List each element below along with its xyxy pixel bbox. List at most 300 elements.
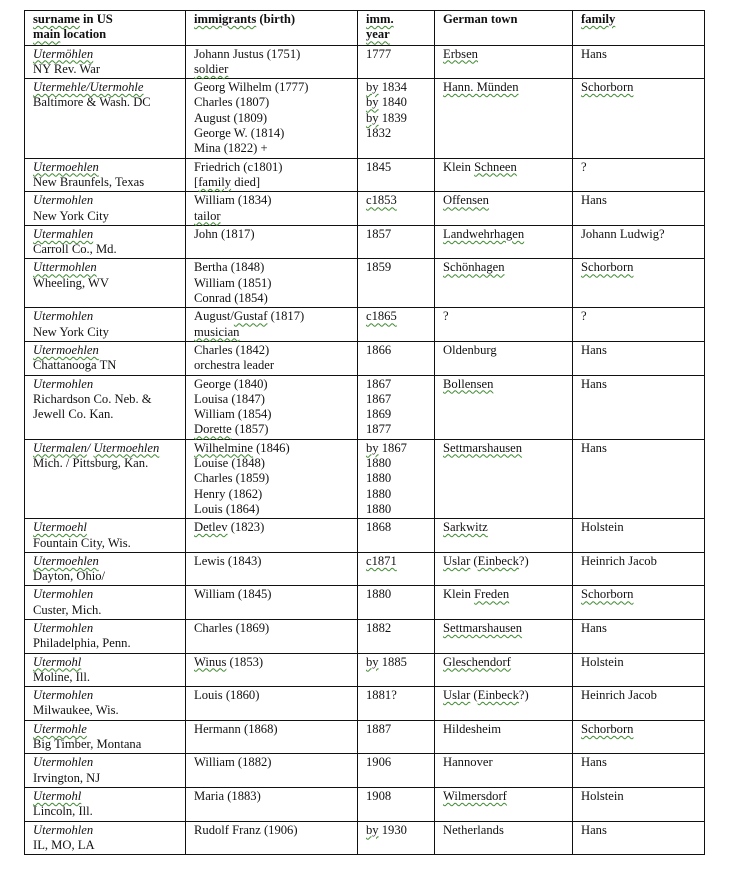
german-town [443, 160, 566, 175]
header-immigrants-label [194, 12, 351, 27]
table-row [25, 225, 705, 259]
family-cell [573, 79, 705, 158]
text-segment: 1880 [366, 587, 392, 602]
text-segment: Mina (1822) + [194, 141, 268, 156]
text-segment: Henry (1862) [194, 486, 263, 501]
family [581, 193, 698, 208]
table-row [25, 821, 705, 855]
header-town-label [443, 12, 566, 27]
text-segment: Hans [581, 822, 607, 837]
text-segment: Louis (1860) [194, 688, 260, 703]
table-row [25, 341, 705, 375]
text-segment: Gleschendorf [443, 654, 511, 669]
german-town-cell [435, 653, 573, 687]
immigrant-line [194, 111, 351, 126]
text-segment: Lincoln, Ill. [33, 804, 93, 819]
year-cell [358, 787, 435, 821]
year-cell [358, 653, 435, 687]
family [581, 343, 698, 358]
immigrants-cell [186, 192, 358, 226]
text-segment: 1840 [378, 95, 407, 110]
text-segment: Charles (1859) [194, 471, 270, 486]
immigrants-cell [186, 439, 358, 518]
text-segment: Hildesheim [443, 721, 502, 736]
family-cell [573, 45, 705, 79]
location [33, 536, 179, 551]
surname [33, 688, 179, 703]
surname-cell [25, 45, 186, 79]
text-segment: Utermohlen [33, 755, 94, 770]
text-segment: ? [581, 159, 587, 174]
header-german-town [435, 11, 573, 46]
family-cell [573, 821, 705, 855]
text-segment: Utermohlen [33, 193, 94, 208]
text-segment: Hans [581, 46, 607, 61]
surname [33, 722, 179, 737]
family [581, 260, 698, 275]
text-segment: location [60, 27, 107, 42]
table-row [25, 519, 705, 553]
text-segment: 1930 [378, 822, 407, 837]
text-segment: 1777 [366, 46, 392, 61]
immigration-year [366, 456, 428, 471]
header-location [33, 27, 179, 42]
surname [33, 520, 179, 535]
text-segment: Hans [581, 193, 607, 208]
text-segment: 1857 [366, 226, 392, 241]
immigration-year [366, 655, 428, 670]
german-town-cell [435, 259, 573, 308]
surname [33, 193, 179, 208]
text-segment: (1857) [231, 422, 269, 437]
immigrant-line [194, 655, 351, 670]
text-segment: Wilmersdorf [443, 788, 507, 803]
header-family [573, 11, 705, 46]
year-cell [358, 439, 435, 518]
text-segment: 1906 [366, 755, 392, 770]
location [33, 569, 179, 584]
text-segment: (birth) [256, 12, 296, 26]
text-segment: Utermohle [33, 721, 87, 736]
text-segment: Mich. / Pittsburg, Kan. [33, 456, 149, 471]
text-segment: New York City [33, 208, 109, 223]
family [581, 160, 698, 175]
immigration-year [366, 471, 428, 486]
german-town [443, 377, 566, 392]
surname-cell [25, 687, 186, 721]
family [581, 80, 698, 95]
text-segment: Philadelphia, Penn. [33, 636, 131, 651]
text-segment: Hans [581, 342, 607, 357]
german-town-cell [435, 341, 573, 375]
text-segment: Custer, Mich. [33, 602, 102, 617]
text-segment: Offensen [443, 193, 489, 208]
text-segment: (1846) [252, 440, 290, 455]
family-cell [573, 619, 705, 653]
surname-cell [25, 308, 186, 342]
header-surname-location [25, 11, 186, 46]
text-segment: main [33, 27, 61, 42]
immigrant-line [194, 291, 351, 306]
text-segment: (1823) [227, 520, 265, 535]
immigrant-line [194, 722, 351, 737]
text-segment: Wheeling, WV [33, 275, 110, 290]
text-segment: by [366, 95, 379, 110]
text-segment: George W. (1814) [194, 126, 285, 141]
text-segment: Utermohlen [33, 309, 94, 324]
location [33, 603, 179, 618]
table-row [25, 619, 705, 653]
location [33, 358, 179, 373]
surname-cell [25, 754, 186, 788]
german-town [443, 587, 566, 602]
immigrant-line [194, 823, 351, 838]
text-segment: George (1840) [194, 376, 268, 391]
immigrant-line [194, 309, 351, 324]
year-cell [358, 308, 435, 342]
immigration-year [366, 422, 428, 437]
surname-cell [25, 439, 186, 518]
header-imm-label [366, 12, 428, 27]
immigrant-line [194, 209, 351, 224]
text-segment: Hannover [443, 755, 493, 770]
text-segment: c1871 [366, 553, 397, 568]
family [581, 227, 698, 242]
family-cell [573, 341, 705, 375]
text-segment: family [198, 174, 232, 189]
text-segment: Utermehle/Utermohle [33, 80, 144, 95]
german-town-cell [435, 519, 573, 553]
year-cell [358, 720, 435, 754]
text-segment: Richardson Co. Neb. & [33, 391, 152, 406]
text-segment: c1853 [366, 193, 397, 208]
location [33, 95, 179, 110]
table-row [25, 192, 705, 226]
text-segment: Schorborn [581, 260, 634, 275]
table-row [25, 158, 705, 192]
text-segment: August (1809) [194, 110, 268, 125]
immigrants-cell [186, 375, 358, 439]
immigrants-cell [186, 519, 358, 553]
text-segment: 1867 [378, 440, 407, 455]
family [581, 309, 698, 324]
text-segment: Hans [581, 440, 607, 455]
family [581, 47, 698, 62]
text-segment: died] [231, 174, 261, 189]
german-town [443, 655, 566, 670]
text-segment: Charles (1842) [194, 342, 270, 357]
family [581, 755, 698, 770]
immigrants-cell [186, 653, 358, 687]
text-segment: Fountain City, Wis. [33, 535, 131, 550]
text-segment: Hans [581, 620, 607, 635]
family [581, 823, 698, 838]
surname [33, 47, 179, 62]
immigration-year [366, 621, 428, 636]
text-segment: Utermohlen [33, 587, 94, 602]
immigration-year [366, 502, 428, 517]
immigrant-line [194, 422, 351, 437]
family-cell [573, 158, 705, 192]
header-immigrants [186, 11, 358, 46]
year-cell [358, 45, 435, 79]
family-cell [573, 259, 705, 308]
text-segment: 1880 [366, 486, 392, 501]
immigrants-cell [186, 821, 358, 855]
location [33, 407, 179, 422]
surname [33, 227, 179, 242]
text-segment: / [86, 440, 94, 455]
immigrants-cell [186, 552, 358, 586]
surname-cell [25, 586, 186, 620]
text-segment: 1832 [366, 126, 392, 141]
family [581, 587, 698, 602]
text-segment: Hans [581, 755, 607, 770]
german-town [443, 789, 566, 804]
text-segment: Bollensen [443, 376, 494, 391]
german-town [443, 554, 566, 569]
family-cell [573, 225, 705, 259]
immigrant-line [194, 160, 351, 175]
location [33, 209, 179, 224]
family-cell [573, 653, 705, 687]
text-segment: by [366, 822, 379, 837]
surname-cell [25, 519, 186, 553]
text-segment: Louise (1848) [194, 456, 265, 471]
german-town-cell [435, 158, 573, 192]
location [33, 838, 179, 853]
surname-cell [25, 619, 186, 653]
text-segment: Baltimore & Wash. DC [33, 95, 151, 110]
text-segment: Heinrich Jacob [581, 553, 657, 568]
text-segment: August/ [194, 309, 234, 324]
text-segment: Klein [443, 587, 475, 602]
text-segment: 1885 [378, 654, 407, 669]
table-row [25, 439, 705, 518]
immigrant-line [194, 621, 351, 636]
surname-cell [25, 821, 186, 855]
immigrant-line [194, 392, 351, 407]
immigrants-cell [186, 754, 358, 788]
family-cell [573, 519, 705, 553]
immigration-year [366, 227, 428, 242]
text-segment: 1880 [366, 501, 392, 516]
text-segment: year [366, 27, 390, 42]
surname [33, 160, 179, 175]
family [581, 789, 698, 804]
text-segment: ? [443, 309, 449, 324]
text-segment: Holstein [581, 654, 624, 669]
immigrant-line [194, 141, 351, 156]
german-town [443, 441, 566, 456]
location [33, 636, 179, 651]
table-body [25, 45, 705, 855]
immigrant-line [194, 587, 351, 602]
location [33, 392, 179, 407]
immigration-year [366, 392, 428, 407]
text-segment: Schorborn [581, 721, 634, 736]
text-segment: Utermohl [33, 788, 82, 803]
text-segment: Charles (1807) [194, 95, 270, 110]
text-segment: Uslar [443, 553, 471, 568]
text-segment: Utermahlen [33, 226, 94, 241]
location [33, 456, 179, 471]
immigration-year [366, 407, 428, 422]
immigrants-table [24, 10, 705, 855]
text-segment: Friedrich (c1801) [194, 159, 283, 174]
immigration-year [366, 441, 428, 456]
immigrant-line [194, 80, 351, 95]
immigrant-line [194, 407, 351, 422]
year-cell [358, 259, 435, 308]
surname [33, 377, 179, 392]
text-segment: 1881? [366, 688, 397, 703]
immigrant-line [194, 276, 351, 291]
text-segment: by [366, 80, 379, 95]
header-year-label [366, 27, 428, 42]
surname-cell [25, 653, 186, 687]
immigrants-cell [186, 341, 358, 375]
text-segment: William (1882) [194, 755, 272, 770]
year-cell [358, 619, 435, 653]
text-segment: by [366, 110, 379, 125]
year-cell [358, 375, 435, 439]
immigrant-line [194, 260, 351, 275]
text-segment: Big Timber, Montana [33, 737, 142, 752]
text-segment: German town [443, 12, 518, 26]
text-segment: Utermoehlen [33, 159, 99, 174]
location [33, 804, 179, 819]
text-segment: Schorborn [581, 587, 634, 602]
text-segment: 1867 [366, 391, 392, 406]
german-town-cell [435, 586, 573, 620]
text-segment: Maria (1883) [194, 788, 261, 803]
surname [33, 587, 179, 602]
german-town-cell [435, 754, 573, 788]
family-cell [573, 439, 705, 518]
text-segment: Carroll Co., Md. [33, 242, 117, 257]
text-segment: Erbsen [443, 46, 478, 61]
text-segment: musician [194, 324, 240, 339]
text-segment: Schneen [474, 159, 517, 174]
immigrant-line [194, 688, 351, 703]
german-town-cell [435, 308, 573, 342]
text-segment: Utermalen [33, 440, 87, 455]
year-cell [358, 79, 435, 158]
surname [33, 309, 179, 324]
location [33, 175, 179, 190]
immigration-year [366, 587, 428, 602]
surname-cell [25, 79, 186, 158]
immigrant-line [194, 193, 351, 208]
surname-cell [25, 552, 186, 586]
immigrant-line [194, 502, 351, 517]
text-segment: Uslar [443, 688, 471, 703]
location [33, 62, 179, 77]
text-segment: 1877 [366, 422, 392, 437]
text-segment: Holstein [581, 788, 624, 803]
german-town [443, 309, 566, 324]
german-town-cell [435, 439, 573, 518]
family [581, 621, 698, 636]
text-segment: 1880 [366, 471, 392, 486]
immigration-year [366, 309, 428, 324]
header-surname [33, 12, 179, 27]
family-cell [573, 687, 705, 721]
immigrant-line [194, 441, 351, 456]
immigrant-line [194, 520, 351, 535]
immigration-year [366, 487, 428, 502]
text-segment: IL, MO, LA [33, 837, 95, 852]
text-segment: Uttermohlen [33, 260, 97, 275]
text-segment: New Braunfels, Texas [33, 174, 145, 189]
family [581, 377, 698, 392]
text-segment: Utermohlen [33, 376, 94, 391]
immigration-year [366, 126, 428, 141]
year-cell [358, 754, 435, 788]
family-cell [573, 552, 705, 586]
immigrant-line [194, 62, 351, 77]
text-segment: Landwehrhagen [443, 226, 525, 241]
surname [33, 621, 179, 636]
text-segment: John (1817) [194, 226, 255, 241]
german-town-cell [435, 45, 573, 79]
text-segment: William (1845) [194, 587, 272, 602]
location [33, 737, 179, 752]
immigrant-line [194, 755, 351, 770]
text-segment: 1845 [366, 159, 392, 174]
text-segment: Gustaf [233, 309, 268, 324]
text-segment: 1908 [366, 788, 392, 803]
immigrant-line [194, 175, 351, 190]
text-segment: ( [470, 688, 478, 703]
text-segment: Utermohl [33, 654, 82, 669]
text-segment: imm. [366, 12, 394, 26]
text-segment: Utermohlen [33, 822, 94, 837]
text-segment: Holstein [581, 520, 624, 535]
text-segment: Wilhelmine [194, 440, 253, 455]
text-segment: Utermoehlen [93, 440, 160, 455]
immigrants-cell [186, 158, 358, 192]
immigrants-cell [186, 45, 358, 79]
table-row [25, 754, 705, 788]
german-town [443, 722, 566, 737]
table-row [25, 687, 705, 721]
text-segment: Georg Wilhelm (1777) [194, 80, 309, 95]
text-segment: Utermohlen [33, 688, 94, 703]
text-segment: Utermoehlen [33, 553, 99, 568]
immigrant-line [194, 471, 351, 486]
immigration-year [366, 260, 428, 275]
immigration-year [366, 554, 428, 569]
text-segment: Utermoehlen [33, 342, 99, 357]
text-segment: ( [470, 553, 478, 568]
text-segment: by [366, 440, 379, 455]
immigrant-line [194, 343, 351, 358]
text-segment: Johann Ludwig? [581, 226, 665, 241]
year-cell [358, 341, 435, 375]
year-cell [358, 158, 435, 192]
header-family-label [581, 12, 698, 27]
text-segment: Hann. Münden [443, 80, 519, 95]
immigration-year [366, 47, 428, 62]
immigrants-cell [186, 79, 358, 158]
text-segment: ?) [518, 553, 529, 568]
text-segment: 1882 [366, 620, 392, 635]
surname-cell [25, 375, 186, 439]
german-town [443, 621, 566, 636]
family [581, 554, 698, 569]
